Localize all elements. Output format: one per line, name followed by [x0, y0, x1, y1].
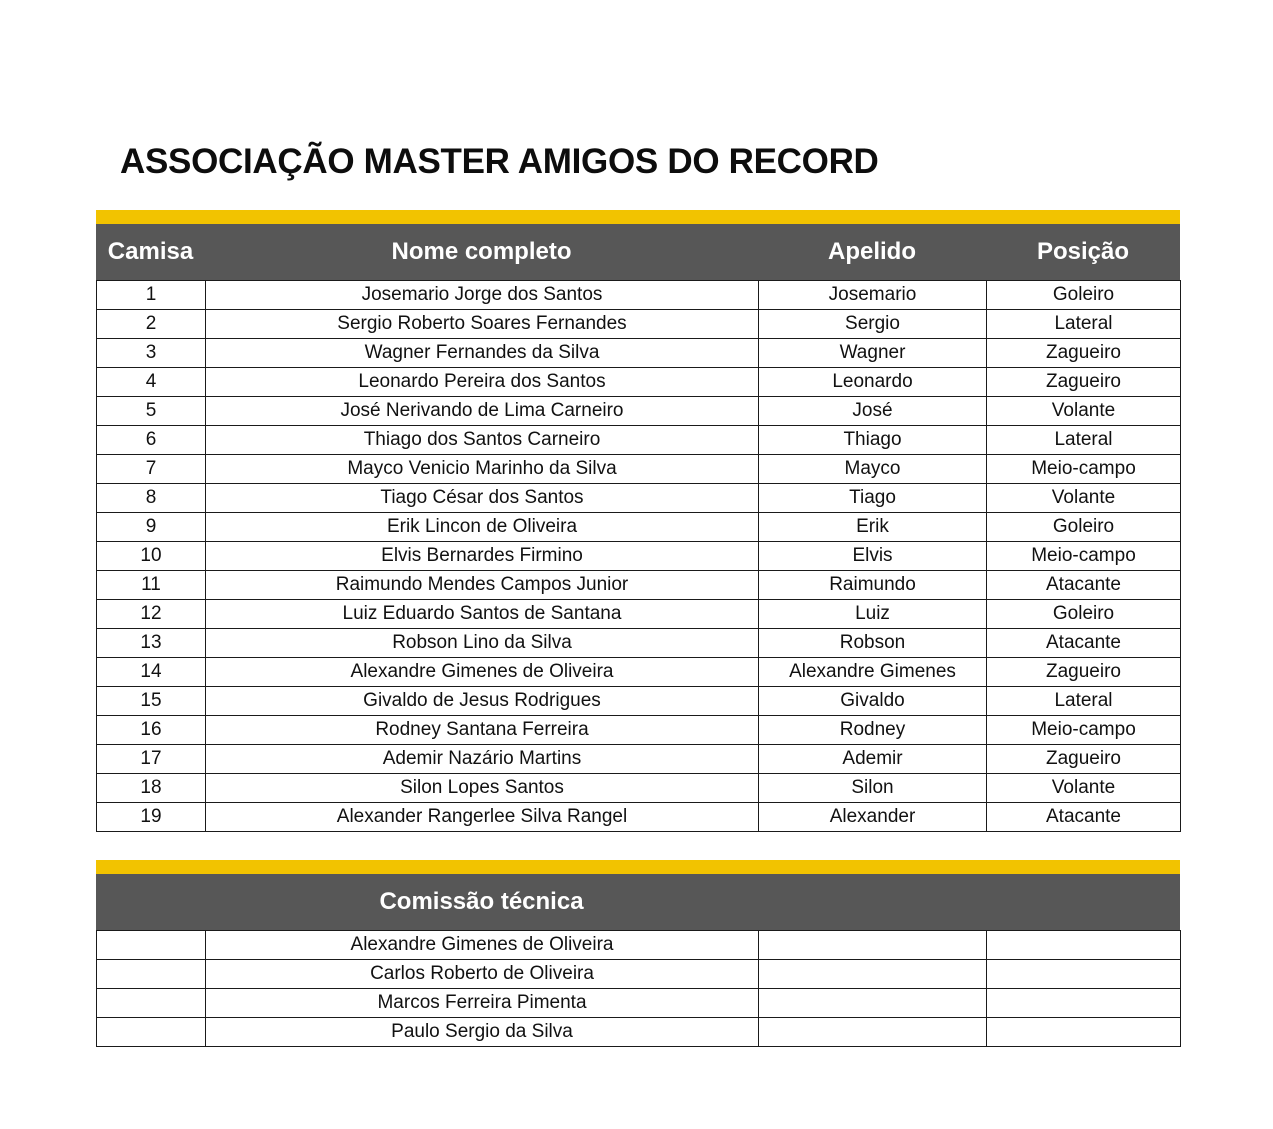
cell-nome: Tiago César dos Santos [206, 484, 759, 513]
cell-nome: Alexandre Gimenes de Oliveira [206, 658, 759, 687]
cell-nome: Luiz Eduardo Santos de Santana [206, 600, 759, 629]
header-posicao: Posição [1036, 238, 1130, 265]
cell-nome: Alexander Rangerlee Silva Rangel [206, 803, 759, 832]
staff-accent-bar [96, 860, 1180, 874]
cell-empty [759, 989, 987, 1018]
cell-camisa: 6 [97, 426, 206, 455]
cell-camisa: 10 [97, 542, 206, 571]
cell-apelido: Silon [759, 774, 987, 803]
table-row [97, 281, 1181, 310]
cell-nome: Marcos Ferreira Pimenta [206, 989, 759, 1018]
cell-posicao: Atacante [987, 629, 1181, 658]
table-row [97, 989, 1181, 1018]
cell-empty [987, 1018, 1181, 1047]
cell-nome: Robson Lino da Silva [206, 629, 759, 658]
cell-camisa: 19 [97, 803, 206, 832]
cell-empty [987, 931, 1181, 960]
cell-apelido: Givaldo [759, 687, 987, 716]
cell-posicao: Atacante [987, 571, 1181, 600]
cell-nome: Silon Lopes Santos [206, 774, 759, 803]
header-apelido: Apelido [828, 238, 916, 265]
cell-apelido: Tiago [759, 484, 987, 513]
cell-posicao: Zagueiro [987, 658, 1181, 687]
header-comissao-tecnica: Comissão técnica [379, 888, 584, 915]
cell-apelido: Ademir [759, 745, 987, 774]
table-row [97, 658, 1181, 687]
cell-empty [987, 960, 1181, 989]
staff-header-row [96, 874, 1180, 930]
staff-table [96, 930, 1181, 1047]
cell-posicao: Lateral [987, 310, 1181, 339]
table-row [97, 931, 1181, 960]
cell-empty [759, 960, 987, 989]
table-row [97, 745, 1181, 774]
cell-posicao: Volante [987, 774, 1181, 803]
cell-empty [97, 931, 206, 960]
cell-apelido: Thiago [759, 426, 987, 455]
cell-posicao: Atacante [987, 803, 1181, 832]
table-row [97, 960, 1181, 989]
table-row [97, 513, 1181, 542]
cell-camisa: 18 [97, 774, 206, 803]
cell-posicao: Lateral [987, 426, 1181, 455]
table-row [97, 484, 1181, 513]
cell-nome: Elvis Bernardes Firmino [206, 542, 759, 571]
table-row [97, 716, 1181, 745]
cell-apelido: Alexandre Gimenes [759, 658, 987, 687]
cell-posicao: Goleiro [987, 513, 1181, 542]
cell-nome: José Nerivando de Lima Carneiro [206, 397, 759, 426]
table-row [97, 803, 1181, 832]
cell-nome: Erik Lincon de Oliveira [206, 513, 759, 542]
players-table [96, 280, 1181, 832]
cell-camisa: 9 [97, 513, 206, 542]
cell-nome: Mayco Venicio Marinho da Silva [206, 455, 759, 484]
table-row [97, 600, 1181, 629]
cell-nome: Carlos Roberto de Oliveira [206, 960, 759, 989]
cell-nome: Alexandre Gimenes de Oliveira [206, 931, 759, 960]
players-table-section [96, 210, 1180, 832]
cell-nome: Raimundo Mendes Campos Junior [206, 571, 759, 600]
cell-nome: Wagner Fernandes da Silva [206, 339, 759, 368]
cell-camisa: 16 [97, 716, 206, 745]
cell-nome: Sergio Roberto Soares Fernandes [206, 310, 759, 339]
cell-camisa: 15 [97, 687, 206, 716]
cell-camisa: 14 [97, 658, 206, 687]
cell-posicao: Meio-campo [987, 542, 1181, 571]
cell-posicao: Lateral [987, 687, 1181, 716]
cell-camisa: 7 [97, 455, 206, 484]
cell-empty [97, 1018, 206, 1047]
cell-posicao: Zagueiro [987, 339, 1181, 368]
cell-empty [759, 1018, 987, 1047]
players-table-body [97, 281, 1181, 832]
cell-nome: Josemario Jorge dos Santos [206, 281, 759, 310]
cell-apelido: José [759, 397, 987, 426]
cell-camisa: 4 [97, 368, 206, 397]
cell-apelido: Wagner [759, 339, 987, 368]
cell-nome: Leonardo Pereira dos Santos [206, 368, 759, 397]
header-nome-completo: Nome completo [391, 238, 572, 265]
cell-camisa: 2 [97, 310, 206, 339]
cell-camisa: 12 [97, 600, 206, 629]
cell-camisa: 13 [97, 629, 206, 658]
cell-nome: Ademir Nazário Martins [206, 745, 759, 774]
cell-apelido: Rodney [759, 716, 987, 745]
cell-empty [759, 931, 987, 960]
cell-posicao: Volante [987, 484, 1181, 513]
table-row [97, 774, 1181, 803]
cell-camisa: 8 [97, 484, 206, 513]
table-row [97, 542, 1181, 571]
cell-apelido: Sergio [759, 310, 987, 339]
cell-camisa: 1 [97, 281, 206, 310]
cell-apelido: Luiz [759, 600, 987, 629]
players-accent-bar [96, 210, 1180, 224]
staff-header-spacer [96, 874, 205, 930]
cell-apelido: Josemario [759, 281, 987, 310]
staff-header-spacer [758, 874, 986, 930]
table-row [97, 687, 1181, 716]
cell-nome: Rodney Santana Ferreira [206, 716, 759, 745]
cell-nome: Paulo Sergio da Silva [206, 1018, 759, 1047]
cell-camisa: 5 [97, 397, 206, 426]
header-camisa: Camisa [107, 238, 194, 265]
staff-table-section [96, 860, 1180, 1047]
cell-apelido: Mayco [759, 455, 987, 484]
cell-apelido: Elvis [759, 542, 987, 571]
cell-posicao: Meio-campo [987, 455, 1181, 484]
table-row [97, 368, 1181, 397]
cell-empty [97, 989, 206, 1018]
cell-nome: Givaldo de Jesus Rodrigues [206, 687, 759, 716]
cell-apelido: Robson [759, 629, 987, 658]
players-header-row [96, 224, 1180, 280]
table-row [97, 455, 1181, 484]
table-row [97, 629, 1181, 658]
cell-empty [97, 960, 206, 989]
staff-table-body [97, 931, 1181, 1047]
table-row [97, 571, 1181, 600]
cell-empty [987, 989, 1181, 1018]
staff-header-spacer [986, 874, 1180, 930]
table-row [97, 339, 1181, 368]
cell-apelido: Erik [759, 513, 987, 542]
cell-posicao: Goleiro [987, 600, 1181, 629]
cell-posicao: Meio-campo [987, 716, 1181, 745]
cell-posicao: Zagueiro [987, 368, 1181, 397]
cell-posicao: Volante [987, 397, 1181, 426]
cell-posicao: Goleiro [987, 281, 1181, 310]
table-row [97, 1018, 1181, 1047]
cell-apelido: Leonardo [759, 368, 987, 397]
cell-camisa: 11 [97, 571, 206, 600]
cell-apelido: Alexander [759, 803, 987, 832]
page-title: ASSOCIAÇÃO MASTER AMIGOS DO RECORD [120, 142, 879, 181]
table-row [97, 397, 1181, 426]
cell-posicao: Zagueiro [987, 745, 1181, 774]
cell-nome: Thiago dos Santos Carneiro [206, 426, 759, 455]
cell-apelido: Raimundo [759, 571, 987, 600]
table-row [97, 426, 1181, 455]
cell-camisa: 3 [97, 339, 206, 368]
cell-camisa: 17 [97, 745, 206, 774]
table-row [97, 310, 1181, 339]
